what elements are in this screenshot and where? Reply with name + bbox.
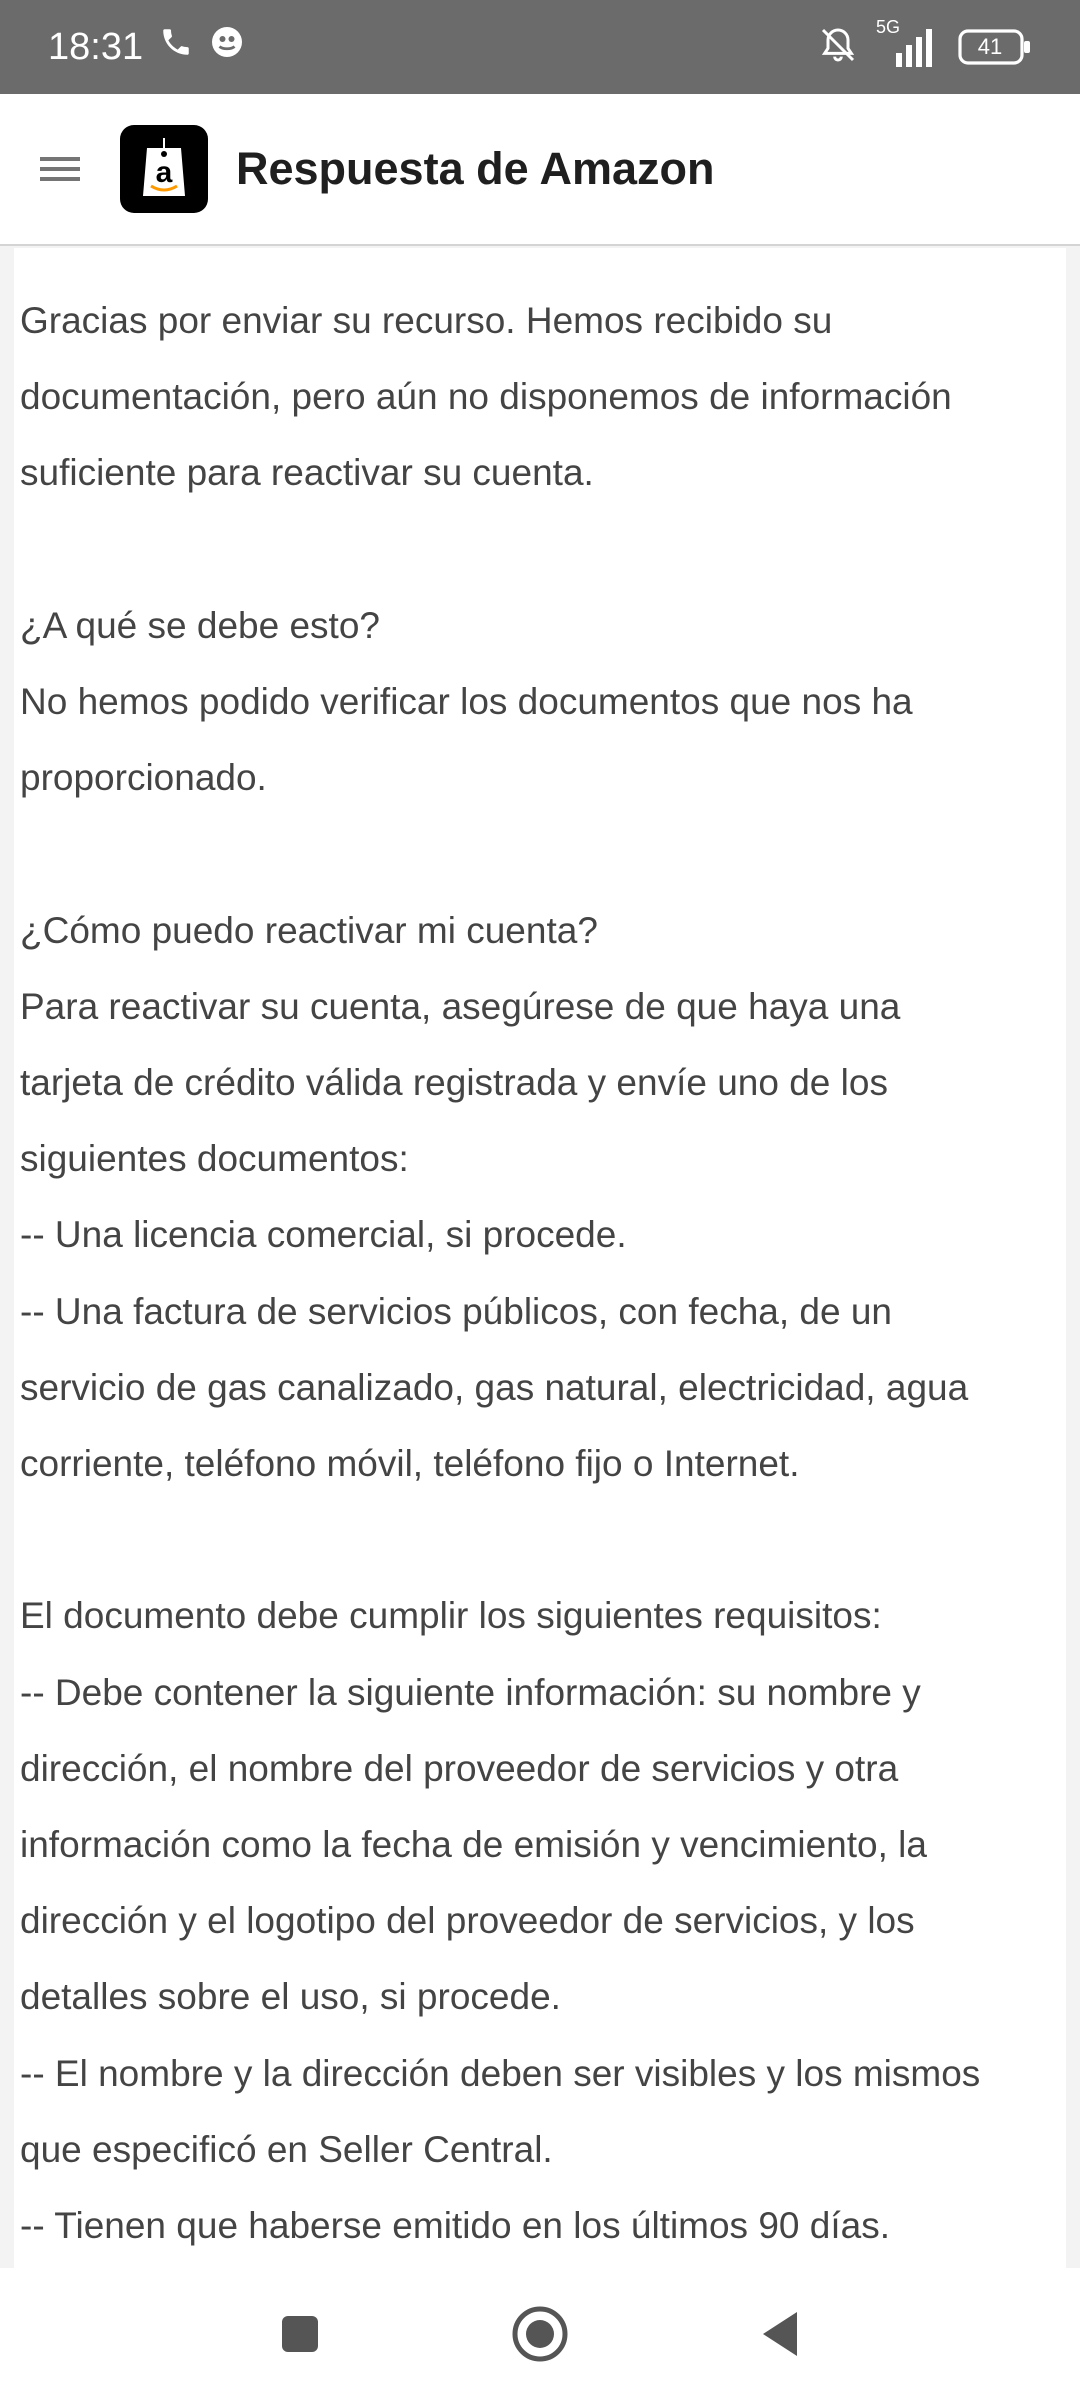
message-body: Gracias por enviar su recurso. Hemos recibido su documentación, pero aún no disponemos de información suficiente para reactivar su cuenta. ¿A qué se debe esto? No hemos podido verificar los documentos que nos ha proporcionado. ¿Cómo puedo reactivar mi cuenta? Para reactivar su cuenta, asegúrese de que haya una tarjeta de crédito válida registrada y envíe uno de los siguientes documentos: -- Una licencia comercial, si procede. -- Una factura de servicios públicos, con fecha, de un servicio de gas canalizado, gas natural, electricidad, agua corriente, teléfono móvil, teléfono fijo o Internet. El documento debe cumplir los siguientes requisitos: -- Debe contener la siguiente información: su nombre y dirección, el nombre del proveedor de servicios y otra información como la fecha de emisión y vencimiento, la dirección y el logotipo del proveedor de servicios, y los detalles sobre el uso, si procede. -- El nombre y la dirección deben ser visibles y los mismos que especificó en Seller Central. -- Tienen que haberse emitido en los últimos 90 días.	[20, 300, 981, 2247]
menu-icon	[40, 154, 80, 184]
signal-icon	[876, 17, 940, 67]
status-time: 18:31	[48, 25, 144, 68]
back-button[interactable]	[740, 2294, 820, 2374]
page-title: Respuesta de Amazon	[236, 143, 715, 194]
status-right	[818, 17, 1032, 70]
logo-letter: a	[155, 156, 173, 189]
battery-level: 41	[977, 34, 1003, 59]
recents-button[interactable]	[260, 2294, 340, 2374]
mute-bell-icon	[818, 25, 858, 70]
status-bar	[0, 0, 1080, 94]
home-circle-icon	[511, 2305, 569, 2363]
home-button[interactable]	[500, 2294, 580, 2374]
recents-square-icon	[280, 2314, 320, 2354]
app-notification-icon	[209, 24, 245, 70]
status-left	[48, 24, 245, 70]
network-type: 5G	[876, 17, 901, 37]
message-content[interactable]	[14, 248, 1066, 2268]
menu-button[interactable]	[0, 93, 120, 245]
back-triangle-icon	[759, 2310, 801, 2358]
navigation-bar	[0, 2268, 1080, 2400]
amazon-logo-icon	[120, 125, 208, 213]
phone-icon	[159, 25, 193, 69]
app-bar	[0, 94, 1080, 246]
battery-icon	[958, 29, 1032, 65]
